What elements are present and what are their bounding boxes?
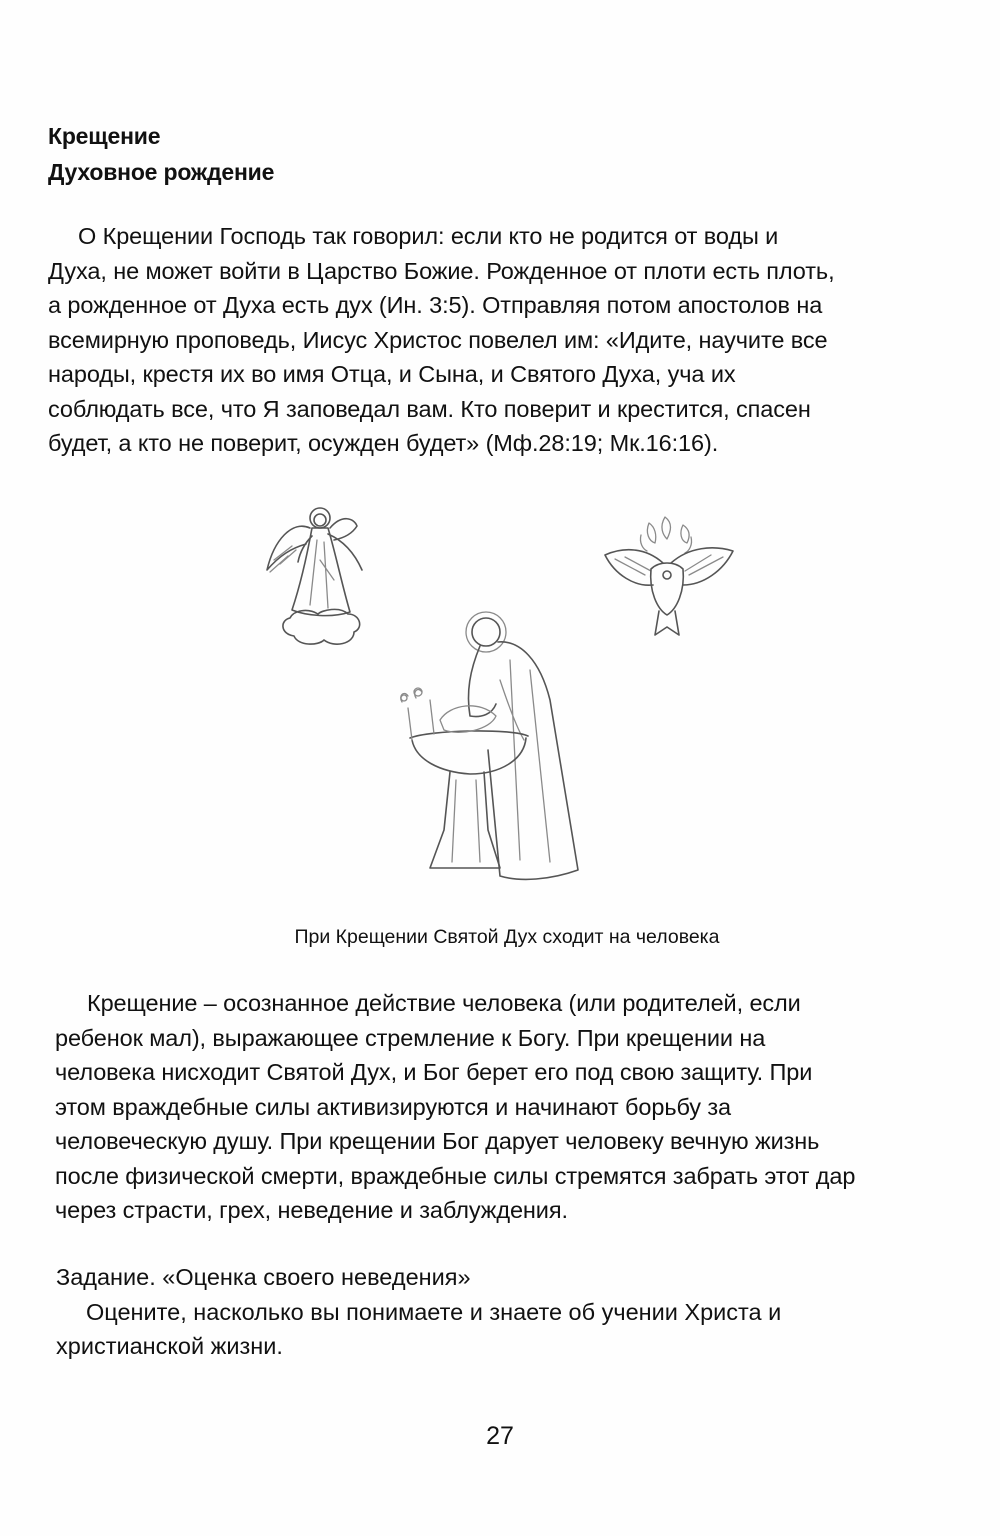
text-line: человека нисходит Святой Дух, и Бог берет его под свою защиту. При: [55, 1059, 813, 1085]
text-line: Духа, не может войти в Царство Божие. Рожденное от плоти есть плоть,: [48, 257, 835, 284]
task-block: [56, 1260, 781, 1364]
text-line: Крещение – осознанное действие человека (или родителей, если: [87, 990, 801, 1016]
text-line: народы, крестя их во имя Отца, и Сына, и Святого Духа, уча их: [48, 361, 736, 387]
text-line: человеческую душу. При крещении Бог дарует человеку вечную жизнь: [55, 1128, 820, 1154]
baptism-font-icon: [401, 612, 578, 879]
paragraph-baptism-meaning: [55, 986, 855, 1228]
dove-icon: [605, 517, 733, 635]
text-line: О Крещении Господь так говорил: если кто не родится от воды и: [78, 223, 779, 249]
illustration-caption: При Крещении Святой Дух сходит на человека: [294, 926, 720, 948]
task-title: Задание. «Оценка своего неведения»: [56, 1264, 471, 1290]
text-line: этом враждебные силы активизируются и начинают борьбу за: [55, 1093, 732, 1120]
task-text-line: Оцените, насколько вы понимаете и знаете об учении Христа и: [86, 1298, 782, 1325]
baptism-illustration: [240, 495, 770, 890]
task-text-line: христианской жизни.: [56, 1333, 283, 1359]
heading-subtitle: Духовное рождение: [48, 159, 275, 185]
text-line: через страсти, грех, неведение и заблуждения.: [55, 1197, 568, 1223]
angel-icon: [267, 508, 362, 644]
heading-title: Крещение: [48, 123, 161, 149]
paragraph-baptism-scripture: [48, 219, 835, 461]
page-number: 27: [486, 1422, 514, 1450]
text-line: а рожденное от Духа есть дух (Ин. 3:5). Отправляя потом апостолов на: [48, 292, 823, 318]
text-line: ребенок мал), выражающее стремление к Богу. При крещении на: [55, 1024, 766, 1051]
text-line: всемирную проповедь, Иисус Христос повелел им: «Идите, научите все: [48, 326, 828, 353]
section-heading: [48, 118, 274, 190]
text-line: после физической смерти, враждебные силы стремятся забрать этот дар: [55, 1162, 856, 1189]
text-line: соблюдать все, что Я заповедал вам. Кто поверит и крестится, спасен: [48, 395, 811, 422]
text-line: будет, а кто не поверит, осужден будет» (Мф.28:19; Мк.16:16).: [48, 430, 719, 456]
